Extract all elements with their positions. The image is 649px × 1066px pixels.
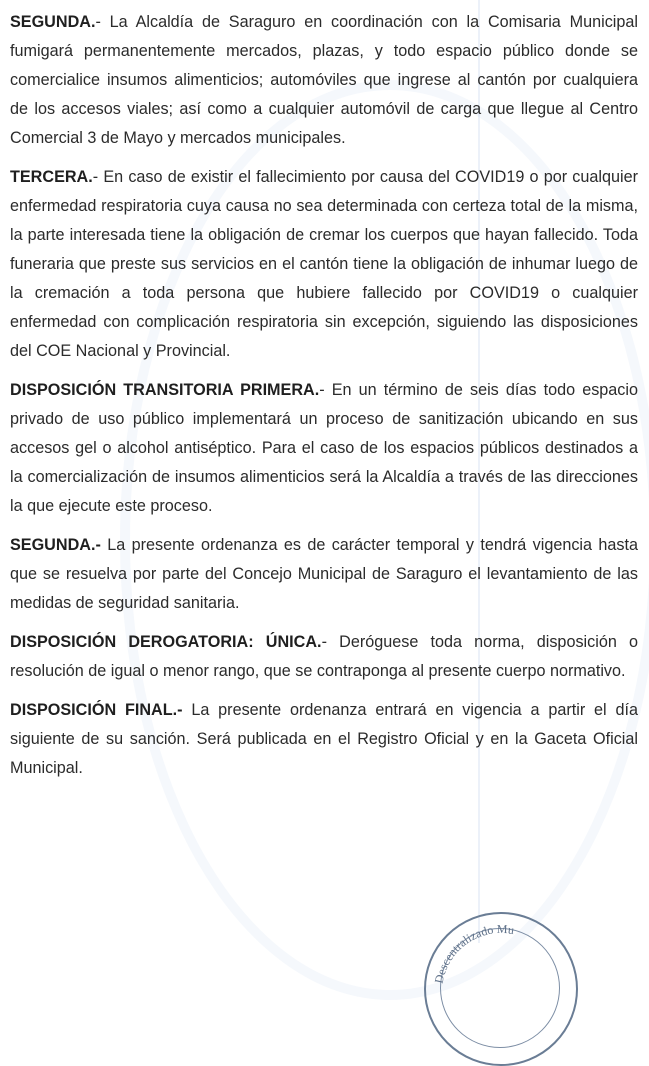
article-heading: SEGUNDA.- (10, 536, 101, 554)
article-segunda (10, 8, 638, 153)
article-heading: DISPOSICIÓN TRANSITORIA PRIMERA. (10, 381, 320, 399)
repealing-provision (10, 628, 638, 686)
article-text: - En caso de existir el fallecimiento por causa del COVID19 o por cualquier enfermedad respiratoria cuya causa no sea determinada con certeza total de la misma, la parte interesada tiene la obligación de cremar los cuerpos que hayan fallecido. Toda funeraria que preste sus servicios en el cantón tiene la obligación de inhumar luego de la cremación a toda persona que hubiere fallecido por COVID19 o cualquier enfermedad con complicación respiratoria sin excepción, siguiendo las disposiciones del COE Nacional y Provincial. (10, 168, 638, 360)
article-text: - La Alcaldía de Saraguro en coordinación con la Comisaria Municipal fumigará permanentemente mercados, plazas, y todo espacio público donde se comercialice insumos alimenticios; automóviles que ingrese al cantón por cualquiera de los accesos viales; así como a cualquier automóvil de carga que llegue al Centro Comercial 3 de Mayo y mercados municipales. (10, 13, 638, 147)
article-heading: DISPOSICIÓN DEROGATORIA: ÚNICA. (10, 633, 322, 651)
article-heading: SEGUNDA. (10, 13, 96, 31)
article-heading: DISPOSICIÓN FINAL.- (10, 701, 183, 719)
transitional-provision-first (10, 376, 638, 521)
transitional-provision-second (10, 531, 638, 618)
article-text: La presente ordenanza es de carácter temporal y tendrá vigencia hasta que se resuelva por parte del Concejo Municipal de Saraguro el levantamiento de las medidas de seguridad sanitaria. (10, 536, 638, 612)
article-text: La presente ordenanza entrará en vigencia a partir el día siguiente de su sanción. Será publicada en el Registro Oficial y en la Gaceta Oficial Municipal. (10, 701, 638, 777)
document-body (10, 8, 638, 783)
final-provision (10, 696, 638, 783)
article-text: - Deróguese toda norma, disposición o resolución de igual o menor rango, que se contraponga al presente cuerpo normativo. (10, 633, 639, 680)
article-heading: TERCERA. (10, 168, 93, 186)
seal-arc-text: Descentralizado Mu (431, 921, 516, 985)
seal-lettering (426, 914, 576, 1064)
official-seal (424, 912, 578, 1066)
article-text: - En un término de seis días todo espacio privado de uso público implementará un proceso de sanitización ubicando en sus accesos gel o alcohol antiséptico. Para el caso de los espacios públicos destinados a la comercialización de insumos alimenticios será la Alcaldía a través de las direcciones la que ejecute este proceso. (10, 381, 638, 515)
article-tercera (10, 163, 638, 366)
